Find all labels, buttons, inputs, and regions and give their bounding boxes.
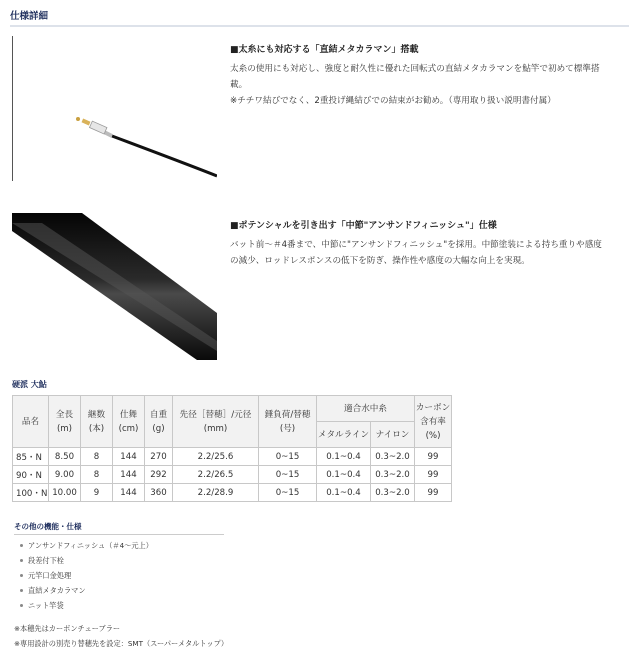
table-row: 100・N 10.00 9 144 360 2.2/28.9 0~15 0.1~0.4 0.3~2.0 99 (13, 484, 452, 502)
other-divider (14, 534, 224, 535)
rod-blank-photo (12, 213, 217, 360)
list-item: 元竿口金処理 (14, 568, 153, 583)
other-features-title: その他の機能・仕様 (14, 522, 82, 531)
feature-body-line: 載。 (230, 80, 248, 90)
notes (14, 621, 228, 651)
feature-unsand-finish (230, 218, 625, 269)
feature-heading: ■太糸にも対応する「直結メタカラマン」搭載 (230, 45, 419, 55)
header-tip-diameter: 先径［替穂］/元径 (mm) (173, 396, 259, 448)
note: ※専用設計の別売り替穂先を設定：SMT（スーパーメタルトップ） (14, 639, 229, 648)
header-line-group: 適合水中糸 (317, 396, 415, 422)
table-row: 85・N 8.50 8 144 270 2.2/25.6 0~15 0.1~0.4 0.3~2.0 99 (13, 448, 452, 466)
feature-body-line: 太糸の使用にも対応し、強度と耐久性に優れた回転式の直結メタカラマンを鮎竿で初めて標準搭 (230, 64, 600, 74)
header-length: 全長 (m) (49, 396, 81, 448)
feature-body-line: バット前～＃4番まで、中節に"アンサンドフィニッシュ"を採用。中節塗装による持ち重りや感度 (230, 240, 602, 250)
header-nylon: ナイロン (371, 422, 415, 448)
bullet-icon (20, 589, 23, 592)
header-weight: 自重 (g) (145, 396, 173, 448)
header-closed-length: 仕舞 (cm) (113, 396, 145, 448)
section-title: 仕様詳細 (10, 11, 49, 22)
header-metal-line: メタルライン (317, 422, 371, 448)
list-item: ニット竿袋 (14, 598, 153, 613)
bullet-icon (20, 574, 23, 577)
feature-heading: ■ポテンシャルを引き出す「中節"アンサンドフィニッシュ"」仕様 (230, 221, 497, 231)
header-name: 品名 (13, 396, 49, 448)
header-pieces: 継数 (本) (81, 396, 113, 448)
list-item: 段差付下栓 (14, 553, 153, 568)
metal-connector-photo (12, 36, 217, 181)
list-item: アンサンドフィニッシュ（＃4～元上） (14, 538, 153, 553)
section-header (0, 0, 639, 28)
feature-direct-connector (230, 42, 625, 109)
bullet-icon (20, 559, 23, 562)
bullet-icon (20, 544, 23, 547)
spec-table (12, 395, 452, 502)
feature-body-line: ※チチワ結びでなく、2重投げ縄結びでの結束がお勧め。（専用取り扱い説明書付属） (230, 96, 556, 106)
table-row: 90・N 9.00 8 144 292 2.2/26.5 0~15 0.1~0.4 0.3~2.0 99 (13, 466, 452, 484)
header-carbon: カーボン 含有率 (%) (415, 396, 452, 448)
note: ※本穂先はカーボンチューブラー (14, 624, 121, 633)
spec-table-title: 硬派 大鮎 (12, 380, 47, 389)
header-sinker-load: 錘負荷/替穂 (号) (259, 396, 317, 448)
list-item: 直結メタカラマン (14, 583, 153, 598)
feature-body-line: の減少、ロッドレスポンスの低下を防ぎ、操作性や感度の大幅な向上を実現。 (230, 256, 530, 266)
section-divider (10, 25, 629, 27)
other-features-list (14, 538, 153, 613)
bullet-icon (20, 604, 23, 607)
